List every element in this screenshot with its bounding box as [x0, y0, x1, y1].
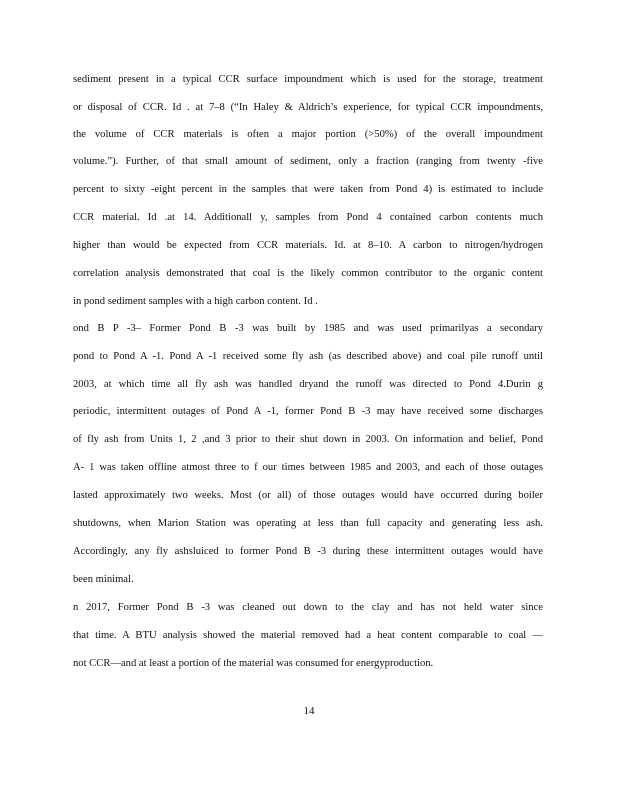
page-number: 14 — [303, 705, 315, 717]
text-line: not CCR—and at least a portion of the material was consumed for energyproduction. — [73, 658, 434, 669]
text-line: correlation analysis demonstrated that coal is the likely common contributor to the organic content — [73, 268, 543, 279]
text-line: volume.”). Further, of that small amount of sediment, only a fraction (ranging from twenty -five — [73, 156, 543, 167]
text-line: pond to Pond A -1. Pond A -1 received some fly ash (as described above) and coal pile runoff until — [73, 351, 543, 362]
text-line: CCR material. Id .at 14. Additionall y, samples from Pond 4 contained carbon contents much — [73, 212, 543, 223]
text-line: higher than would be expected from CCR materials. Id. at 8–10. A carbon to nitrogen/hydrogen — [73, 240, 543, 251]
text-line: Accordingly, any fly ashsluiced to former Pond B -3 during these intermittent outages would have — [73, 546, 543, 557]
text-line: the volume of CCR materials is often a major portion (>50%) of the overall impoundment — [73, 129, 543, 140]
text-line: lasted approximately two weeks. Most (or all) of those outages would have occurred during boiler — [73, 490, 543, 501]
text-line: percent to sixty -eight percent in the samples that were taken from Pond 4) is estimated to include — [73, 184, 543, 195]
text-line: sediment present in a typical CCR surface impoundment which is used for the storage, treatment — [73, 74, 543, 85]
text-line: periodic, intermittent outages of Pond A -1, former Pond B -3 may have received some discharges — [73, 406, 543, 417]
text-line: 2003, at which time all fly ash was handled dryand the runoff was directed to Pond 4.Durin g — [73, 379, 543, 390]
text-line: A- 1 was taken offline atmost three to f our times between 1985 and 2003, and each of those outages — [73, 462, 543, 473]
text-line: shutdowns, when Marion Station was operating at less than full capacity and generating less ash. — [73, 518, 543, 529]
text-line: in pond sediment samples with a high carbon content. Id . — [73, 296, 318, 307]
text-line: or disposal of CCR. Id . at 7–8 (“In Haley & Aldrich’s experience, for typical CCR impoundments, — [73, 102, 543, 113]
text-line: that time. A BTU analysis showed the material removed had a heat content comparable to coal — — [73, 630, 543, 641]
text-line: n 2017, Former Pond B -3 was cleaned out down to the clay and has not held water since — [73, 602, 543, 613]
text-line: ond B P -3– Former Pond B -3 was built by 1985 and was used primarilyas a secondary — [73, 323, 543, 334]
text-line: been minimal. — [73, 574, 134, 585]
text-line: of fly ash from Units 1, 2 ,and 3 prior to their shut down in 2003. On information and belief, Pond — [73, 434, 543, 445]
